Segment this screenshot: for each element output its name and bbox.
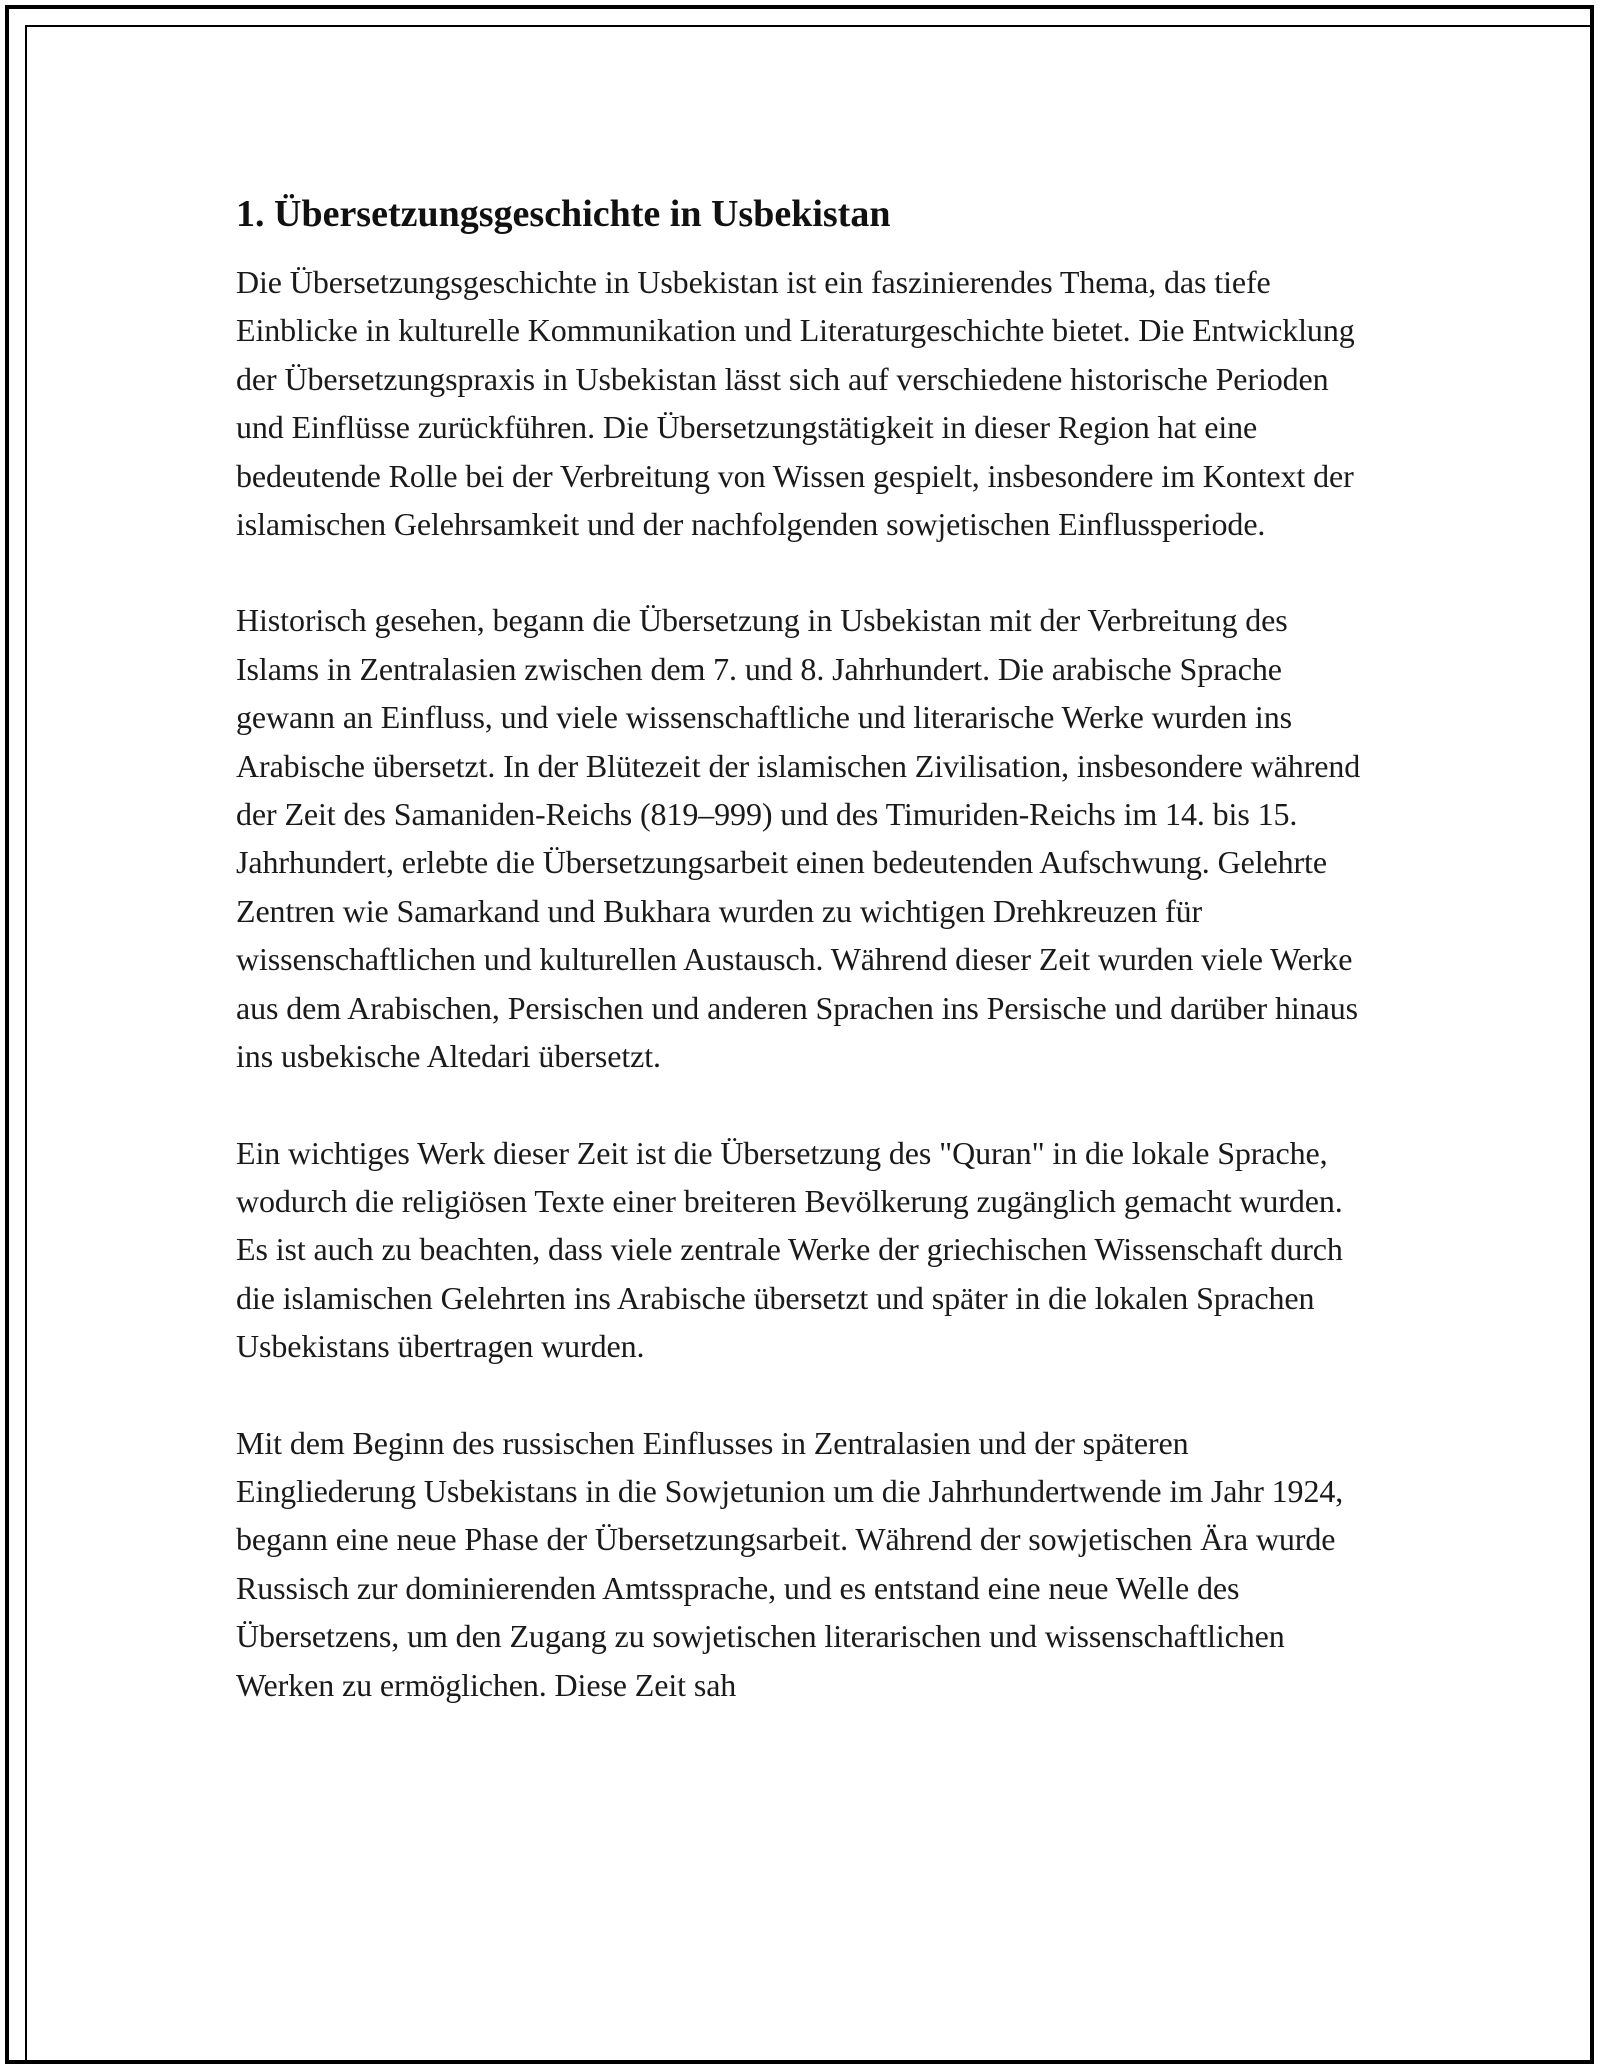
paragraph-2: Historisch gesehen, begann die Übersetzung in Usbekistan mit der Verbreitung des Islams in Zentralasien zwischen dem 7. und 8. Jahrhundert. Die arabische Sprache gewann an Einfluss, und viele wissenschaftliche und literarische Werke wurden ins Arabische übersetzt. In der Blütezeit der islamischen Zivilisation, insbesondere während der Zeit des Samaniden-Reichs (819–999) und des Timuriden-Reichs im 14. bis 15. Jahrhundert, erlebte die Übersetzungsarbeit einen bedeutenden Aufschwung. Gelehrte Zentren wie Samarkand und Bukhara wurden zu wichtigen Drehkreuzen für wissenschaftlichen und kulturellen Austausch. Während dieser Zeit wurden viele Werke aus dem Arabischen, Persischen und anderen Sprachen ins Persische und darüber hinaus ins usbekische Altedari übersetzt. xyxy=(236,602,1361,1075)
paragraph-4: Mit dem Beginn des russischen Einflusses in Zentralasien und der späteren Eingliederung Usbekistans in die Sowjetunion um die Jahrhundertwende im Jahr 1924, begann eine neue Phase der Übersetzungsarbeit. Während der sowjetischen Ära wurde Russisch zur dominierenden Amtssprache, und es entstand eine neue Welle des Übersetzens, um den Zugang zu sowjetischen literarischen und wissenschaftlichen Werken zu ermöglichen. Diese Zeit sah xyxy=(236,1424,1344,1703)
document-body xyxy=(236,186,1376,1709)
paragraph-3: Ein wichtiges Werk dieser Zeit ist die Übersetzung des "Quran" in die lokale Sprache, wodurch die religiösen Texte einer breiteren Bevölkerung zugänglich gemacht wurden. Es ist auch zu beachten, dass viele zentrale Werke der griechischen Wissenschaft durch die islamischen Gelehrten ins Arabische übersetzt und später in die lokalen Sprachen Usbekistans übertragen wurden. xyxy=(236,1134,1343,1365)
paragraph-1: Die Übersetzungsgeschichte in Usbekistan ist ein faszinierendes Thema, das tiefe Einblicke in kulturelle Kommunikation und Literaturgeschichte bietet. Die Entwicklung der Übersetzungspraxis in Usbekistan lässt sich auf verschiedene historische Perioden und Einflüsse zurückführen. Die Übersetzungstätigkeit in dieser Region hat eine bedeutende Rolle bei der Verbreitung von Wissen gespielt, insbesondere im Kontext der islamischen Gelehrsamkeit und der nachfolgenden sowjetischen Einflussperiode. xyxy=(236,264,1355,543)
section-heading: 1. Übersetzungsgeschichte in Usbekistan xyxy=(236,193,891,235)
